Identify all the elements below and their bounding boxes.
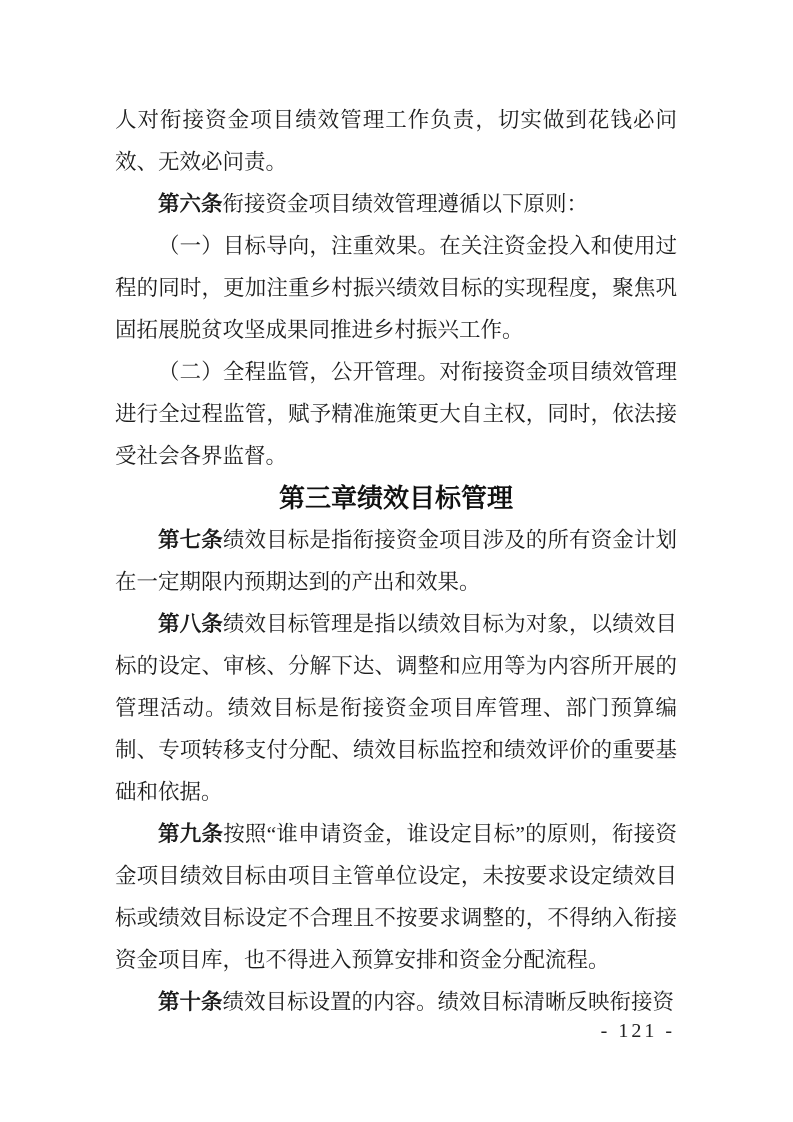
paragraph: （二）全程监管，公开管理。对衔接资金项目绩效管理进行全过程监管，赋予精准施策更大自主权，同时，依法接受社会各界监督。 (115, 360, 677, 468)
document-body (115, 99, 677, 1023)
paragraph: 第七条绩效目标是指衔接资金项目涉及的所有资金计划在一定期限内预期达到的产出和效果。 (115, 528, 677, 594)
article-number: 第六条 (158, 192, 223, 216)
article-number: 第九条 (158, 822, 224, 846)
page-number-label: - 121 - (600, 1020, 675, 1042)
chapter-heading: 第三章绩效目标管理 (278, 483, 513, 513)
article-number: 第七条 (158, 528, 223, 552)
article-number: 第十条 (158, 990, 223, 1014)
paragraph: 第十条绩效目标设置的内容。绩效目标清晰反映衔接资 (158, 990, 675, 1014)
paragraph: 第八条绩效目标管理是指以绩效目标为对象，以绩效目标的设定、审核、分解下达、调整和应用等为内容所开展的管理活动。绩效目标是衔接资金项目库管理、部门预算编制、专项转移支付分配、绩效目标监控和绩效评价的重要基础和依据。 (115, 612, 677, 804)
paragraph: 第六条衔接资金项目绩效管理遵循以下原则： (158, 192, 589, 216)
paragraph: 人对衔接资金项目绩效管理工作负责，切实做到花钱必问效、无效必问责。 (115, 108, 677, 174)
article-number: 第八条 (158, 612, 223, 636)
paragraph: （一）目标导向，注重效果。在关注资金投入和使用过程的同时，更加注重乡村振兴绩效目标的实现程度，聚焦巩固拓展脱贫攻坚成果同推进乡村振兴工作。 (115, 234, 677, 342)
paragraph: 第九条按照“谁申请资金，谁设定目标”的原则，衔接资金项目绩效目标由项目主管单位设定，未按要求设定绩效目标或绩效目标设定不合理且不按要求调整的，不得纳入衔接资金项目库，也不得进入预算安排和资金分配流程。 (115, 822, 677, 972)
